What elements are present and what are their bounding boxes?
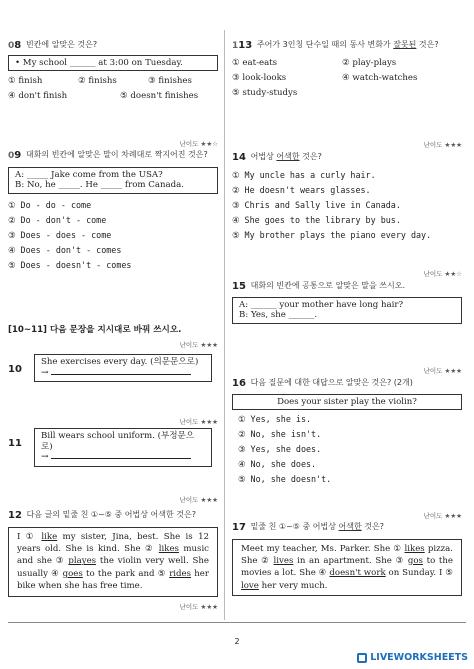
question-number: 09 xyxy=(8,150,22,161)
answer-line[interactable] xyxy=(51,458,191,459)
option[interactable]: ② finishs xyxy=(78,76,117,87)
difficulty-label: 난이도 ★★☆ xyxy=(179,140,218,148)
question-15 xyxy=(232,281,462,324)
option[interactable]: ① eat-eats xyxy=(232,57,278,68)
option[interactable]: ③ Chris and Sally live in Canada. xyxy=(232,199,401,210)
question-number: 11 xyxy=(8,438,22,449)
option[interactable]: ② No, she isn't. xyxy=(238,429,322,440)
question-9 xyxy=(8,150,218,273)
answer-line[interactable] xyxy=(51,374,191,375)
page-number: 2 xyxy=(234,637,240,646)
question-17 xyxy=(232,522,462,596)
question-stem: 대화의 빈칸에 알맞은 말이 차례대로 짝지어진 것은? xyxy=(25,150,208,159)
option[interactable]: ⑤ doesn't finishes xyxy=(120,91,199,102)
passage-box: Meet my teacher, Ms. Parker. She ① likes pizza. She ② lives in an apartment. She ③ gos to the movies a lot. She ④ doesn't work on Sunday. I ⑤ love her very much. xyxy=(232,539,462,597)
question-number: 17 xyxy=(232,522,246,533)
question-number: 14 xyxy=(232,152,246,163)
question-number: 113 xyxy=(232,40,253,51)
difficulty-label: 난이도 ★★★ xyxy=(179,341,218,349)
difficulty-label: 난이도 ★★★ xyxy=(423,512,462,520)
question-number: 10 xyxy=(8,364,22,375)
option[interactable]: ③ Yes, she does. xyxy=(238,444,322,455)
footer-divider xyxy=(8,622,466,623)
liveworksheets-logo: LIVEWORKSHEETS xyxy=(357,652,468,664)
option[interactable]: ⑤ My brother plays the piano every day. xyxy=(232,229,432,240)
question-stem: 밑줄 친 ①~⑤ 중 어법상 어색한 것은? xyxy=(250,522,384,531)
difficulty-label: 난이도 ★★★ xyxy=(179,418,218,426)
question-11 xyxy=(8,426,218,467)
column-divider xyxy=(224,30,225,620)
option[interactable]: ④ She goes to the library by bus. xyxy=(232,214,401,225)
option[interactable]: ⑤ study-studys xyxy=(232,87,298,98)
question-stem: 다음 질문에 대한 대답으로 알맞은 것은? (2개) xyxy=(250,378,413,387)
logo-mark-icon xyxy=(357,653,367,663)
option[interactable]: ① Yes, she is. xyxy=(238,414,312,425)
question-number: 08 xyxy=(8,40,22,51)
option[interactable]: ④ don't finish xyxy=(8,91,68,102)
question-box: • My school ______ at 3:00 on Tuesday. xyxy=(8,55,218,72)
passage-box: I ① like my sister, Jina, best. She is 12 years old. She is kind. She ② likes music and she ③ playes the violin very well. She usually ④ goes to the park and ⑤ rides her bike when she has free time. xyxy=(8,527,218,597)
question-box: She exercises every day. (의문문으로) → xyxy=(34,354,212,382)
question-16 xyxy=(232,378,462,487)
option[interactable]: ④ No, she does. xyxy=(238,459,317,470)
option[interactable]: ① My uncle has a curly hair. xyxy=(232,169,376,180)
option[interactable]: ⑤ No, she doesn't. xyxy=(238,474,332,485)
question-number: 16 xyxy=(232,378,246,389)
question-box: A: _____ Jake come from the USA? B: No, he _____. He _____ from Canada. xyxy=(8,167,218,194)
question-number: 15 xyxy=(232,281,246,292)
difficulty-label: 난이도 ★★★ xyxy=(179,603,218,611)
difficulty-label: 난이도 ★★★ xyxy=(423,141,462,149)
option[interactable]: ② He doesn't wears glasses. xyxy=(232,184,371,195)
question-box: Does your sister play the violin? xyxy=(232,394,462,411)
option[interactable]: ③ finishes xyxy=(148,76,192,87)
option[interactable]: ② play-plays xyxy=(342,57,397,68)
option[interactable]: ④ Does - don't - comes xyxy=(8,244,122,255)
question-box: Bill wears school uniform. (부정문으로) → xyxy=(34,428,212,467)
question-8 xyxy=(8,40,218,104)
question-12 xyxy=(8,510,218,597)
option[interactable]: ④ watch-watches xyxy=(342,72,418,83)
question-10 xyxy=(8,352,218,382)
question-number: 12 xyxy=(8,510,22,521)
question-stem: 대화의 빈칸에 공통으로 알맞은 말을 쓰시오. xyxy=(250,281,406,290)
question-box: A: ______ your mother have long hair? B: Yes, she ______. xyxy=(232,297,462,324)
difficulty-label: 난이도 ★★★ xyxy=(179,496,218,504)
question-14 xyxy=(232,152,462,243)
option[interactable]: ② Do - don't - come xyxy=(8,214,107,225)
question-stem: 어법상 어색한 것은? xyxy=(250,152,322,161)
option[interactable]: ③ Does - does - come xyxy=(8,229,112,240)
option[interactable]: ① Do - do - come xyxy=(8,199,92,210)
difficulty-label: 난이도 ★★☆ xyxy=(423,270,462,278)
option[interactable]: ① finish xyxy=(8,76,43,87)
section-title: [10~11] 다음 문장을 지시대로 바꿔 쓰시오. xyxy=(8,325,182,335)
question-stem: 다음 글의 밑줄 친 ①~⑤ 중 어법상 어색한 것은? xyxy=(26,510,196,519)
question-stem: 주어가 3인칭 단수일 때의 동사 변화가 잘못된 것은? xyxy=(256,40,439,49)
question-stem: 빈칸에 알맞은 것은? xyxy=(25,40,98,49)
question-13 xyxy=(232,40,462,101)
option[interactable]: ③ look-looks xyxy=(232,72,287,83)
difficulty-label: 난이도 ★★★ xyxy=(423,367,462,375)
option[interactable]: ⑤ Does - doesn't - comes xyxy=(8,259,132,270)
